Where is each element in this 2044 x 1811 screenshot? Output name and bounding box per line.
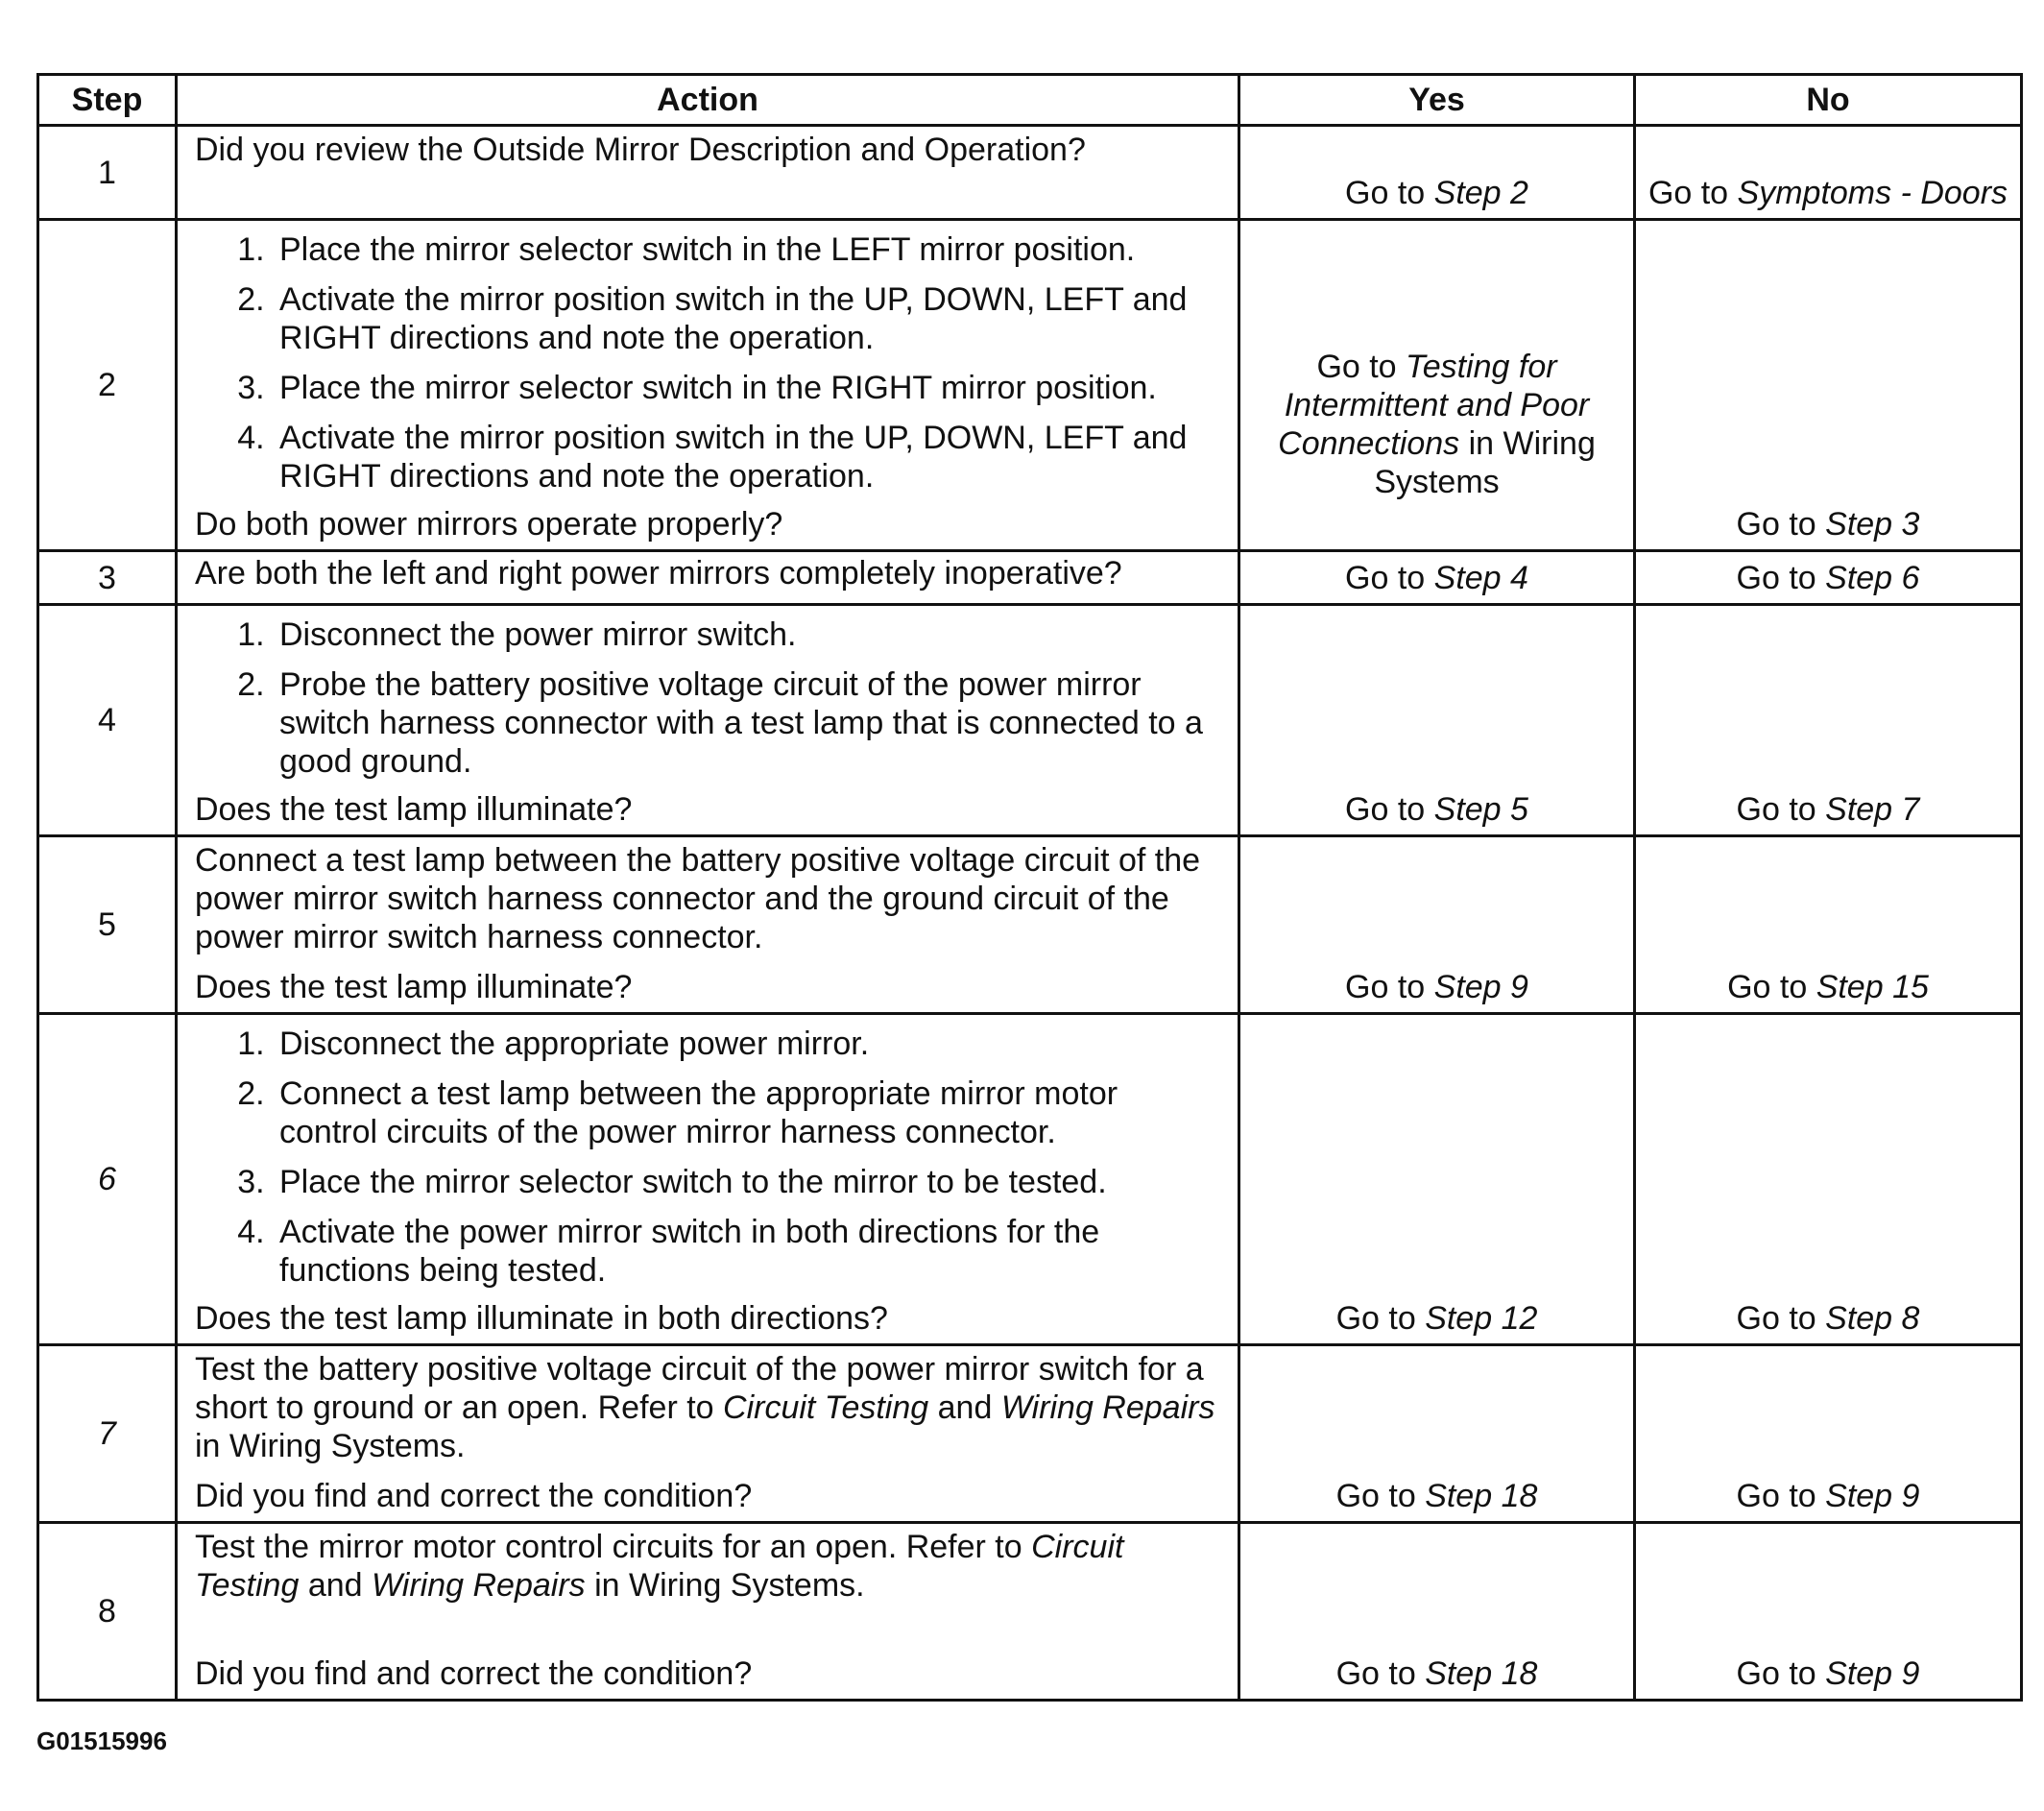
yes-cell — [1239, 551, 1635, 605]
no-prefix: Go to — [1736, 506, 1826, 543]
yes-prefix: Go to — [1345, 791, 1434, 828]
action-cell — [177, 836, 1239, 1014]
yes-step-ref: Step 4 — [1433, 559, 1528, 596]
no-step-ref: Step 7 — [1825, 791, 1920, 828]
action-text-part: and — [928, 1389, 1001, 1426]
table-row — [38, 1014, 2022, 1345]
figure-id: G01515996 — [36, 1726, 167, 1755]
no-prefix: Go to — [1736, 1478, 1826, 1514]
action-list-item: 3. Place the mirror selector switch to the mirror to be tested. — [274, 1163, 1224, 1201]
table-row — [38, 220, 2022, 551]
no-prefix: Go to — [1736, 791, 1826, 828]
action-list-item: 2. Connect a test lamp between the appropriate mirror motor control circuits of the power mirror harness connector. — [274, 1075, 1224, 1151]
no-step-ref: Step 6 — [1825, 559, 1920, 596]
action-list-item: 4. Activate the mirror position switch in the UP, DOWN, LEFT and RIGHT directions and note the operation. — [274, 419, 1224, 495]
yes-step-ref: Step 9 — [1433, 969, 1528, 1005]
table-row — [38, 126, 2022, 220]
action-question: Does the test lamp illuminate in both directions? — [195, 1300, 888, 1337]
wiring-repairs-ref: Wiring Repairs — [372, 1567, 586, 1604]
circuit-testing-ref: Circuit Testing — [723, 1389, 929, 1426]
yes-step-ref: Step 18 — [1425, 1655, 1538, 1692]
action-list — [195, 230, 1224, 495]
yes-step-ref: Step 5 — [1433, 791, 1528, 828]
yes-prefix: Go to — [1345, 969, 1434, 1005]
no-step-ref: Step 9 — [1825, 1655, 1920, 1692]
action-text: Connect a test lamp between the battery positive voltage circuit of the power mirror switch harness connector and the ground circuit of the power mirror switch harness connector. — [195, 842, 1201, 955]
action-text-part: in Wiring Systems. — [585, 1567, 865, 1604]
action-text: Are both the left and right power mirrors completely inoperative? — [195, 555, 1122, 592]
no-prefix: Go to — [1736, 1655, 1826, 1692]
header-action: Action — [177, 75, 1239, 126]
action-cell — [177, 551, 1239, 605]
action-question: Do both power mirrors operate properly? — [195, 506, 783, 543]
action-text-part: Test the battery positive voltage circuit of the power mirror switch for a short to ground or an open. Refer to — [195, 1351, 1204, 1426]
yes-step-ref: Step 12 — [1425, 1300, 1538, 1337]
step-number: 1 — [38, 126, 177, 220]
no-cell — [1635, 1014, 2022, 1345]
no-prefix: Go to — [1736, 1300, 1826, 1337]
step-number: 3 — [38, 551, 177, 605]
no-prefix: Go to — [1647, 175, 1738, 211]
yes-cell — [1239, 605, 1635, 836]
action-cell — [177, 220, 1239, 551]
yes-step-ref: Testing for Intermittent and Poor Connections — [1278, 349, 1590, 462]
blank-line — [195, 1605, 1224, 1643]
yes-suffix: in Wiring Systems — [1374, 425, 1596, 500]
action-cell — [177, 1014, 1239, 1345]
no-step-ref: Symptoms - Doors — [1737, 175, 2008, 211]
action-question: Does the test lamp illuminate? — [195, 969, 633, 1005]
no-step-ref: Step 15 — [1816, 969, 1929, 1005]
step-number: 7 — [38, 1345, 177, 1523]
table-row — [38, 551, 2022, 605]
action-question: Did you find and correct the condition? — [195, 1655, 753, 1692]
action-text-part: and — [299, 1567, 372, 1604]
action-text-part: in Wiring Systems. — [195, 1428, 466, 1464]
action-list-item: 2. Activate the mirror position switch in the UP, DOWN, LEFT and RIGHT directions and note the operation. — [274, 280, 1224, 357]
yes-cell — [1239, 220, 1635, 551]
yes-cell — [1239, 126, 1635, 220]
table-row — [38, 1345, 2022, 1523]
yes-step-ref: Step 18 — [1425, 1478, 1538, 1514]
step-number: 8 — [38, 1523, 177, 1701]
no-cell — [1635, 126, 2022, 220]
action-list-item: 3. Place the mirror selector switch in the RIGHT mirror position. — [274, 369, 1224, 407]
step-number: 4 — [38, 605, 177, 836]
no-cell — [1635, 1523, 2022, 1701]
no-cell — [1635, 836, 2022, 1014]
action-question: Did you find and correct the condition? — [195, 1478, 753, 1514]
action-text — [195, 1528, 1224, 1605]
no-cell — [1635, 551, 2022, 605]
step-number: 5 — [38, 836, 177, 1014]
action-list-item: 1. Disconnect the power mirror switch. — [274, 616, 1224, 654]
table-row — [38, 836, 2022, 1014]
yes-prefix: Go to — [1345, 559, 1434, 596]
no-prefix: Go to — [1727, 969, 1816, 1005]
step-number: 6 — [38, 1014, 177, 1345]
action-list-item: 2. Probe the battery positive voltage circuit of the power mirror switch harness connector with a test lamp that is connected to a good ground. — [274, 665, 1224, 781]
yes-prefix: Go to — [1335, 1655, 1426, 1692]
action-list — [195, 616, 1224, 781]
action-question: Does the test lamp illuminate? — [195, 791, 633, 828]
action-text — [195, 1350, 1224, 1465]
header-step: Step — [38, 75, 177, 126]
action-list-item: 1. Disconnect the appropriate power mirror. — [274, 1025, 1224, 1063]
yes-prefix: Go to — [1345, 175, 1434, 211]
step-number: 2 — [38, 220, 177, 551]
yes-step-ref: Step 2 — [1433, 175, 1528, 211]
yes-prefix: Go to — [1335, 1478, 1426, 1514]
yes-cell — [1239, 1345, 1635, 1523]
action-text: Did you review the Outside Mirror Description and Operation? — [195, 132, 1086, 168]
no-cell — [1635, 1345, 2022, 1523]
table-row — [38, 1523, 2022, 1701]
header-row — [38, 75, 2022, 126]
wiring-repairs-ref: Wiring Repairs — [1000, 1389, 1215, 1426]
no-cell — [1635, 605, 2022, 836]
action-cell — [177, 1345, 1239, 1523]
yes-cell — [1239, 1523, 1635, 1701]
diagnostic-table — [36, 73, 2023, 1702]
action-cell — [177, 1523, 1239, 1701]
yes-prefix: Go to — [1335, 1300, 1426, 1337]
no-step-ref: Step 8 — [1825, 1300, 1920, 1337]
yes-prefix: Go to — [1316, 349, 1407, 385]
action-list — [195, 1025, 1224, 1290]
action-list-item: 1. Place the mirror selector switch in the LEFT mirror position. — [274, 230, 1224, 269]
no-cell — [1635, 220, 2022, 551]
no-step-ref: Step 3 — [1825, 506, 1920, 543]
table-row — [38, 605, 2022, 836]
circuit-testing-ref: Circuit Testing — [195, 1529, 1124, 1604]
yes-cell — [1239, 836, 1635, 1014]
no-prefix: Go to — [1736, 559, 1826, 596]
no-step-ref: Step 9 — [1825, 1478, 1920, 1514]
action-cell — [177, 126, 1239, 220]
action-list-item: 4. Activate the power mirror switch in both directions for the functions being tested. — [274, 1213, 1224, 1290]
header-no: No — [1635, 75, 2022, 126]
action-text-part: Test the mirror motor control circuits for an open. Refer to — [195, 1529, 1032, 1565]
header-yes: Yes — [1239, 75, 1635, 126]
action-cell — [177, 605, 1239, 836]
yes-cell — [1239, 1014, 1635, 1345]
